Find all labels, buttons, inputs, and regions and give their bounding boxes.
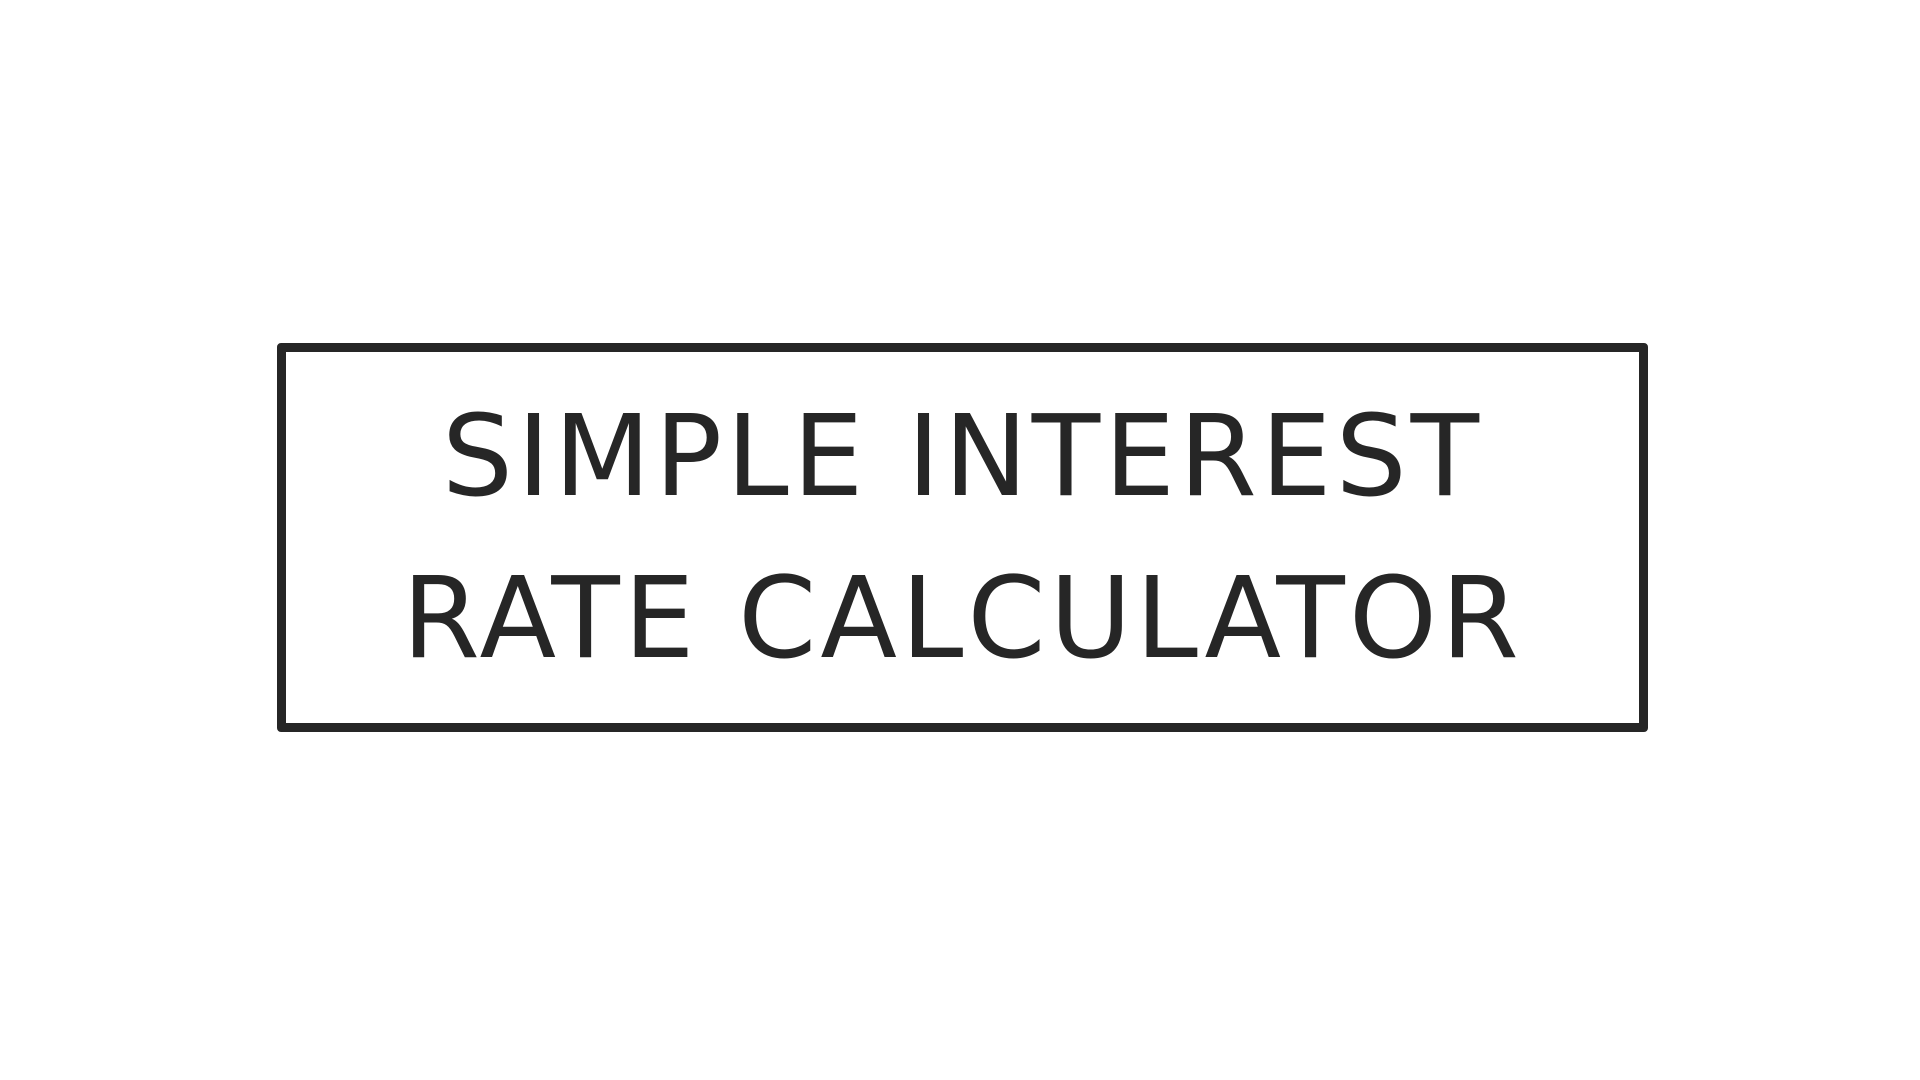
title-line-2: RATE CALCULATOR bbox=[402, 553, 1523, 684]
title-frame bbox=[277, 343, 1648, 732]
title-line-1: SIMPLE INTEREST bbox=[441, 391, 1484, 522]
